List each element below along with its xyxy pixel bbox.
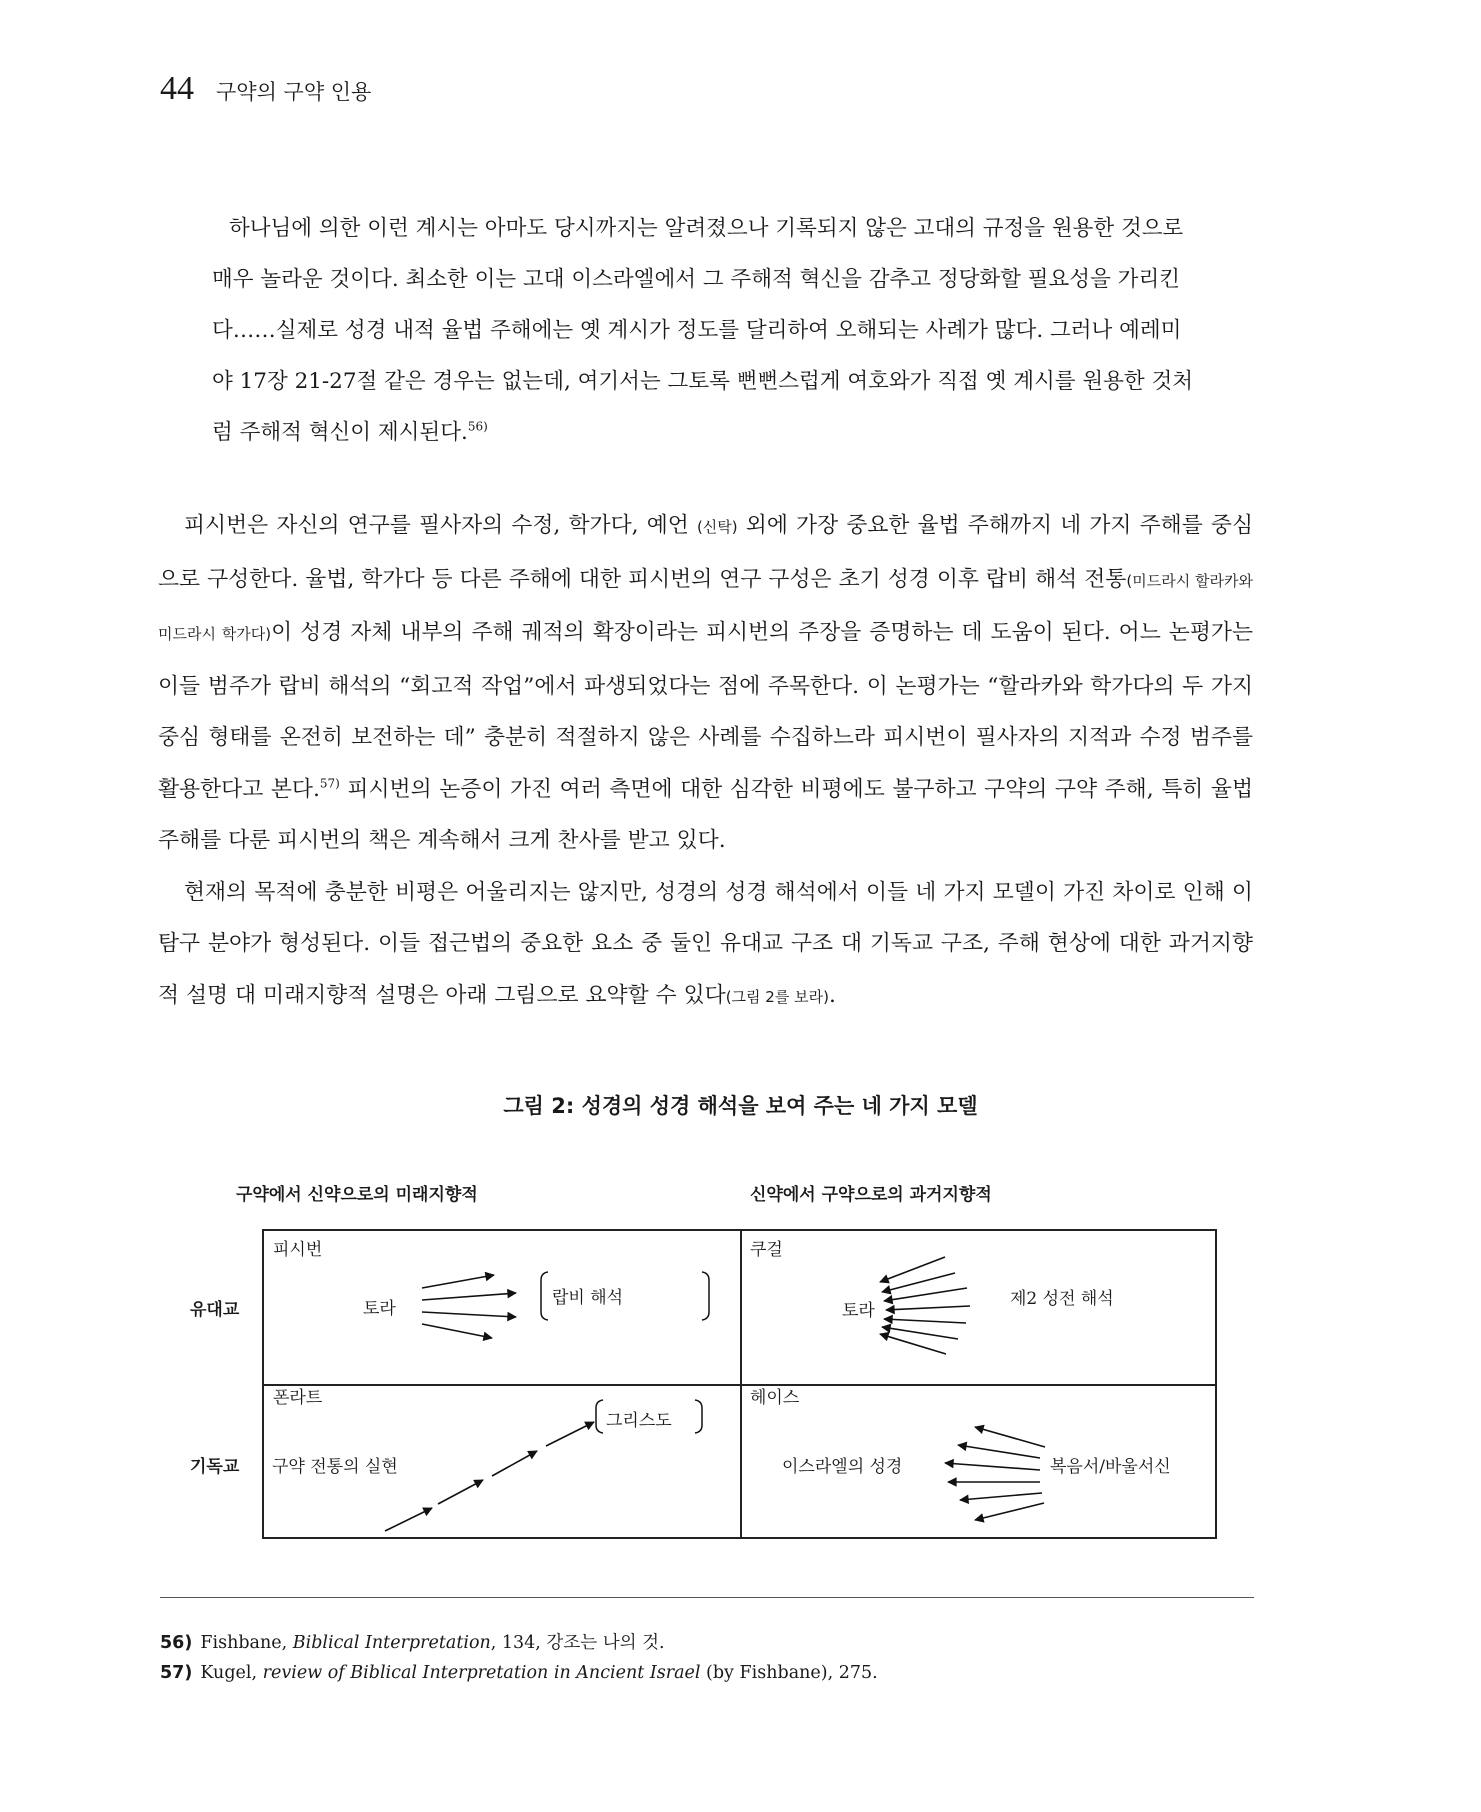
running-title: 구약의 구약 인용 xyxy=(216,80,372,104)
paragraph-2 xyxy=(158,867,1253,1024)
label-rabbinic-interpretation: 랍비 해석 xyxy=(552,1288,624,1308)
body-text xyxy=(158,500,1253,1023)
bracket-right-rabbinic xyxy=(702,1272,709,1320)
arrows-gospels-to-scripture xyxy=(945,1427,1045,1520)
quote-text: 하나님에 의한 이런 계시는 아마도 당시까지는 알려졌으나 기록되지 않은 고대의 규정을 원용한 것으로 매우 놀라운 것이다. 최소한 이는 고대 이스라엘에서 그 주해적 혁신을 감추고 정당화할 필요성을 가리킨다……실제로 성경 내적 율법 주해에는 옛 계시가 정도를 달리하여 오해되는 사례가 많다. 그러나 예레미야 17장 21-27절 같은 경우는 없는데, 여기서는 그토록 뻔뻔스럽게 여호와가 직접 옛 계시를 원용한 것처럼 주해적 혁신이 제시된다. xyxy=(212,216,1194,445)
para1-text-4: 피시번의 논증이 가진 여러 측면에 대한 심각한 비평에도 불구하고 구약의 구약 주해, 특히 율법 주해를 다룬 피시번의 책은 계속해서 크게 찬사를 받고 있다. xyxy=(158,776,1253,853)
para1-text-2: 외에 가장 중요한 율법 주해까지 네 가지 주해를 중심으로 구성한다. 율법, 학가다 등 다른 주해에 대한 피시번의 연구 구성은 초기 성경 이후 랍비 해석 전통 xyxy=(158,513,1253,592)
footnotes xyxy=(160,1628,1254,1688)
arrows-second-temple-to-torah xyxy=(880,1257,970,1354)
footnote-separator xyxy=(160,1597,1254,1598)
figure-diagram xyxy=(160,1180,1250,1550)
footnote-number: 57) xyxy=(160,1663,193,1683)
arrows-ot-to-christ xyxy=(385,1422,594,1531)
footnote-ref-56[interactable]: 56) xyxy=(467,419,488,434)
label-gospels-pauline: 복음서/바울서신 xyxy=(1050,1457,1171,1477)
bracket-left-christ xyxy=(596,1400,603,1433)
footnote-56 xyxy=(160,1628,1254,1658)
footnote-text: , 134, 강조는 나의 것. xyxy=(490,1633,665,1653)
label-torah-tl: 토라 xyxy=(363,1299,396,1319)
label-israels-scripture: 이스라엘의 성경 xyxy=(782,1457,903,1477)
label-ot-tradition: 구약 전통의 실현 xyxy=(272,1457,398,1477)
bracket-right-christ xyxy=(695,1400,702,1433)
footnote-ref-57[interactable]: 57) xyxy=(319,776,340,791)
footnote-57 xyxy=(160,1658,1254,1688)
para1-small-1: (신탁) xyxy=(696,518,738,536)
para2-text-1: 현재의 목적에 충분한 비평은 어울리지는 않지만, 성경의 성경 해석에서 이들 네 가지 모델이 가진 차이로 인해 이 탐구 분야가 형성된다. 이들 접근법의 중요한 요소 중 둘인 유대교 구조 대 기독교 구조, 주해 현상에 대한 과거지향적 설명 대 미래지향적 설명은 아래 그림으로 요약할 수 있다 xyxy=(158,879,1253,1008)
footnote-text: Fishbane, xyxy=(200,1633,293,1653)
block-quote xyxy=(212,203,1202,458)
label-torah-tr: 토라 xyxy=(842,1301,875,1321)
figure-title: 그림 2: 성경의 성경 해석을 보여 주는 네 가지 모델 xyxy=(503,1094,978,1118)
para1-text-1: 피시번은 자신의 연구를 필사자의 수정, 학가다, 예언 xyxy=(184,513,697,538)
row-header-judaism: 유대교 xyxy=(190,1300,240,1320)
footnote-title: review of Biblical Interpretation in Ancient Israel xyxy=(262,1663,701,1683)
column-header-forward: 구약에서 신약으로의 미래지향적 xyxy=(236,1185,478,1205)
footnote-text: (by Fishbane), 275. xyxy=(700,1663,878,1683)
page-number: 44 xyxy=(160,70,194,107)
author-hays: 헤이스 xyxy=(750,1388,800,1408)
paragraph-1 xyxy=(158,500,1253,867)
author-fishbane: 피시번 xyxy=(273,1240,323,1260)
footnote-number: 56) xyxy=(160,1633,193,1653)
para2-small: (그림 2를 보라) xyxy=(725,987,829,1006)
author-von-rad: 폰라트 xyxy=(273,1388,323,1408)
arrows-torah-to-rabbinic xyxy=(422,1275,516,1338)
label-second-temple: 제2 성전 해석 xyxy=(1010,1289,1114,1309)
author-kugel: 쿠걸 xyxy=(750,1240,783,1260)
arrows-layer xyxy=(160,1180,1250,1550)
row-header-christianity: 기독교 xyxy=(190,1457,240,1477)
para1-small-2: (미드라시 할라카와 미드라시 학가다) xyxy=(158,571,1254,643)
column-header-backward: 신약에서 구약으로의 과거지향적 xyxy=(750,1185,992,1205)
footnote-text: Kugel, xyxy=(200,1663,263,1683)
footnote-title: Biblical Interpretation xyxy=(292,1633,491,1653)
para1-text-3: 이 성경 자체 내부의 주해 궤적의 확장이라는 피시번의 주장을 증명하는 데 도움이 된다. 어느 논평가는 이들 범주가 랍비 해석의 “회고적 작업”에서 파생되었다는 점에 주목한다. 이 논평가는 “할라카와 학가다의 두 가지 중심 형태를 온전히 보전하는 데” 충분히 적절하지 않은 사례를 수집하느라 피시번이 필사자의 지적과 수정 범주를 활용한다고 본다. xyxy=(158,620,1253,802)
label-christ: 그리스도 xyxy=(606,1411,672,1431)
bracket-left-rabbinic xyxy=(541,1272,548,1320)
page-header xyxy=(160,70,371,120)
para2-text-2: . xyxy=(828,982,836,1008)
